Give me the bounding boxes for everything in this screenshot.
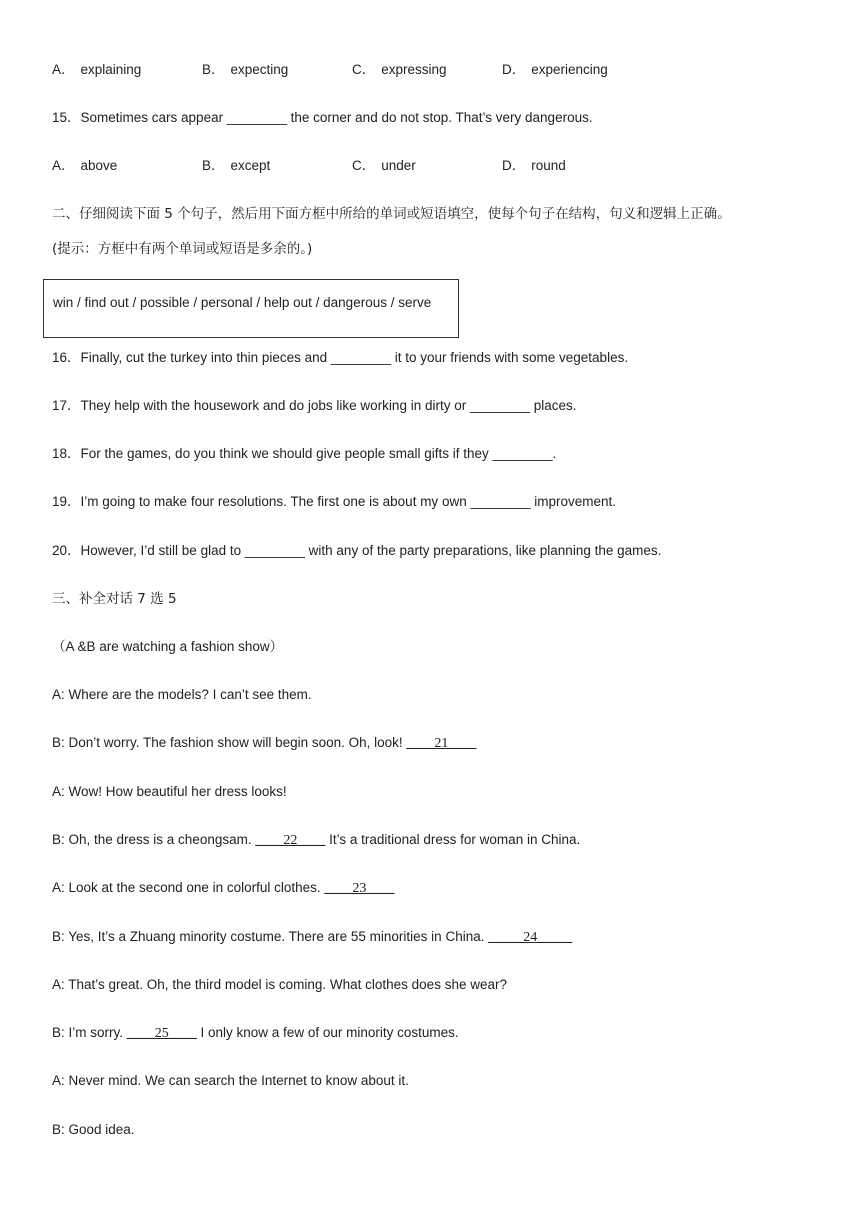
question-18: 18．For the games, do you think we should give people small gifts if they ________. <box>52 446 557 461</box>
dialogue-line: B: Yes, It’s a Zhuang minority costume. There are 55 minorities in China. _____24_____ <box>52 929 573 945</box>
question-16: 16．Finally, cut the turkey into thin pieces and ________ it to your friends with some vegetables. <box>52 350 629 365</box>
blank-21[interactable]: ____21____ <box>406 736 477 751</box>
q15-options <box>52 157 812 175</box>
blank-23[interactable]: ____23____ <box>324 881 395 896</box>
dialogue-line: A: Look at the second one in colorful clothes. ____23____ <box>52 880 395 896</box>
section-2-heading: 二、仔细阅读下面 5 个句子，然后用下面方框中所给的单词或短语填空，使每个句子在结构，句义和逻辑上正确。 <box>52 206 731 222</box>
dialogue-line: A: That’s great. Oh, the third model is coming. What clothes does she wear? <box>52 977 507 992</box>
q15-option-b: B． except <box>202 158 271 173</box>
q14-options <box>52 61 812 79</box>
question-19: 19．I’m going to make four resolutions. The first one is about my own ________ improvement. <box>52 494 617 509</box>
q14-option-c: C． expressing <box>352 62 447 77</box>
dialogue-line: A: Never mind. We can search the Internet to know about it. <box>52 1073 409 1088</box>
q15-option-a: A． above <box>52 158 118 173</box>
q15-option-d: D． round <box>502 158 566 173</box>
word-box <box>43 279 459 338</box>
dialogue-line: B: Good idea. <box>52 1122 135 1137</box>
dialogue-line: A: Where are the models? I can’t see them. <box>52 687 312 702</box>
dialogue-line: B: Oh, the dress is a cheongsam. ____22____ It’s a traditional dress for woman in China. <box>52 832 581 848</box>
dialogue-line: A: Wow! How beautiful her dress looks! <box>52 784 287 799</box>
q15-option-c: C． under <box>352 158 416 173</box>
blank-25[interactable]: ____25____ <box>126 1026 197 1041</box>
question-20: 20．However, I’d still be glad to ________ with any of the party preparations, like planning the games. <box>52 543 662 558</box>
q14-option-b: B． expecting <box>202 62 289 77</box>
dialogue-line: B: I’m sorry. ____25____ I only know a few of our minority costumes. <box>52 1025 459 1041</box>
section-2-hint: (提示：方框中有两个单词或短语是多余的。) <box>52 241 313 257</box>
dialogue-line: B: Don’t worry. The fashion show will begin soon. Oh, look! ____21____ <box>52 735 477 751</box>
blank-24[interactable]: _____24_____ <box>488 930 573 945</box>
blank-22[interactable]: ____22____ <box>255 833 326 848</box>
section-3-heading: 三、补全对话 7 选 5 <box>52 591 177 607</box>
dialogue-context: （A &B are watching a fashion show） <box>52 639 284 654</box>
word-box-text: win / find out / possible / personal / help out / dangerous / serve <box>53 295 432 310</box>
q14-option-a: A． explaining <box>52 62 142 77</box>
question-17: 17．They help with the housework and do jobs like working in dirty or ________ places. <box>52 398 577 413</box>
question-15: 15．Sometimes cars appear ________ the corner and do not stop. That’s very dangerous. <box>52 110 593 125</box>
q14-option-d: D． experiencing <box>502 62 608 77</box>
